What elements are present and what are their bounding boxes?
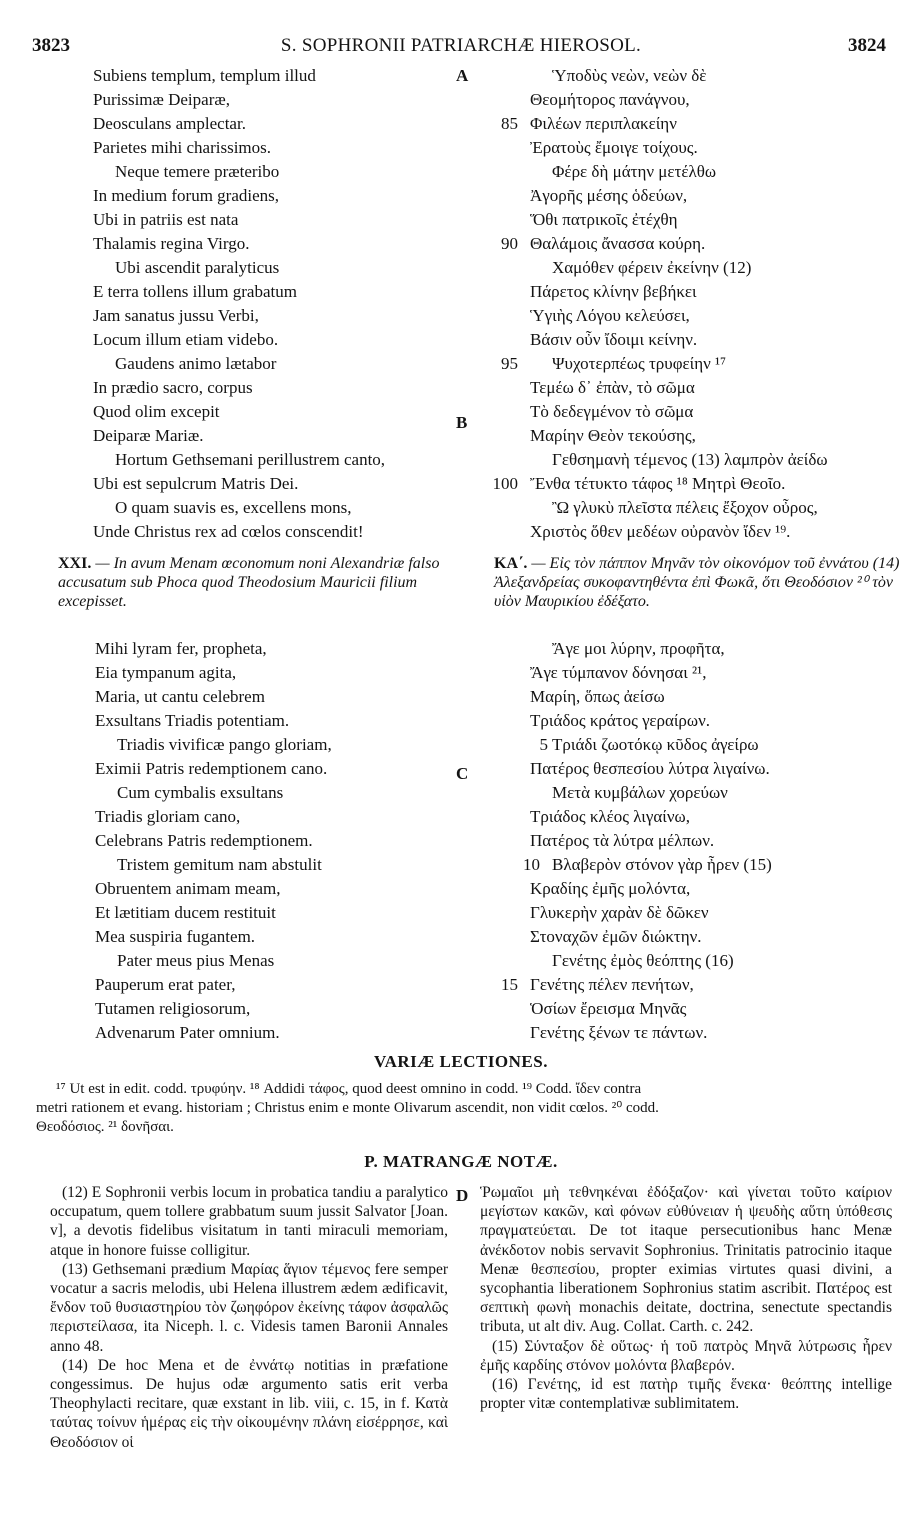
variant-line: ¹⁷ Ut est in edit. codd. τρυφύην. ¹⁸ Addidi τάφος, quod deest omnino in codd. ¹⁹ Codd. ἴδεν contra (56, 1081, 642, 1097)
verse-line: Χαμόθεν φέρειν ἐκείνην (12) (552, 258, 752, 277)
verse-line: Purissimæ Deiparæ, (93, 90, 230, 109)
latin-heading-text: — In avum Menam œconomum noni Alexandriæ falso accusatum sub Phoca quod Theodosium Mauricii filium excepisset. (58, 555, 440, 610)
verse-line: Γλυκερὴν χαρὰν δὲ δῶκεν (530, 903, 709, 922)
note-paragraph: (12) E Sophronii verbis locum in probatica tandiu a paralytico occupatum, quem tollere grabbatum suum jussit Salvator [Joan. v], a devotis fidelibus visitatum in tanti miraculi memoriam, atque in honore fuisse colligitur. (50, 1184, 448, 1259)
verse-line: Maria, ut cantu celebrem (95, 687, 265, 706)
variant-line: metri rationem et evang. historiam ; Christus enim e monte Olivarum ascendit, non vidit cœlos. ²⁰ codd. (36, 1100, 659, 1116)
verse-line: Ἐρατοὺς ἔμοιγε τοίχους. (530, 138, 698, 157)
verse-line: O quam suavis es, excellens mons, (115, 498, 352, 517)
verse-line: 85 Φιλέων περιπλακείην (530, 112, 828, 136)
verse-line: Pater meus pius Menas (117, 951, 275, 970)
verse-line: In prædio sacro, corpus (93, 378, 253, 397)
notes-left-column (50, 1183, 448, 1452)
latin-verse-block-1 (93, 64, 385, 544)
notes-right-column (480, 1183, 892, 1413)
verse-line: E terra tollens illum grabatum (93, 282, 297, 301)
margin-marker-c: C (456, 764, 469, 783)
verse-line: Γεθσημανὴ τέμενος (13) λαμπρὸν ἀείδω (552, 450, 828, 469)
line-number: 100 (492, 474, 518, 493)
verse-line: Χριστὸς ὅθεν μεδέων οὐρανὸν ἴδεν ¹⁹. (530, 522, 791, 541)
verse-line: Ὅθι πατρικοῖς ἐτέχθη (530, 210, 678, 229)
verse-line: Ὢ γλυκὺ πλεῖστα πέλεις ἔξοχον οὖρος, (552, 498, 818, 517)
verse-line: Ἄγε μοι λύρην, προφῆτα, (552, 639, 725, 658)
line-number: 85 (501, 114, 518, 133)
margin-marker-a: A (456, 66, 469, 85)
verse-line: Μαρίη, ὅπως ἀείσω (530, 687, 665, 706)
greek-verse-block-1 (492, 64, 828, 544)
latin-heading-xxi (58, 554, 448, 611)
verse-line: In medium forum gradiens, (93, 186, 280, 205)
verse-line: Mea suspiria fugantem. (95, 927, 256, 946)
line-number: 15 (501, 975, 518, 994)
verse-line: Tutamen religiosorum, (95, 999, 251, 1018)
verse-line: Πατέρος τὰ λύτρα μέλπων. (530, 831, 715, 850)
verse-line: 5 Τριάδι ζωοτόκῳ κῦδος ἀγείρω (530, 733, 772, 757)
latin-verse-block-2 (95, 637, 332, 1045)
verse-line: Celebrans Patris redemptionem. (95, 831, 313, 850)
verse-line: Eia tympanum agita, (95, 663, 237, 682)
verse-line: Parietes mihi charissimos. (93, 138, 272, 157)
verse-line: Jam sanatus jussu Verbi, (93, 306, 259, 325)
note-paragraph: (14) De hoc Mena et de ἐννάτῳ notitias in præfatione congessimus. De hujus odæ argumento satis erit verba Theophylacti recitare, quæ exstant in lib. viii, c. 15, in f. Κατὰ ταύτας τοίνυν ἡμέρας εἰς τὴν οἰκουμένην πλάνη εἰσέρρησε, καὶ Θεοδόσιον οἱ (50, 1356, 448, 1451)
greek-heading-ka (494, 554, 904, 611)
verse-line: Pauperum erat pater, (95, 975, 236, 994)
verse-line: Κραδίης ἐμῆς μολόντα, (530, 879, 691, 898)
verse-line: Gaudens animo lætabor (115, 354, 277, 373)
verse-line: Φέρε δὴ μάτην μετέλθω (552, 162, 717, 181)
verse-line: Triadis gloriam cano, (95, 807, 241, 826)
verse-line: Obruentem animam meam, (95, 879, 281, 898)
verse-line: 90 Θαλάμοις ἄνασσα κούρη. (530, 232, 828, 256)
verse-line: Tristem gemitum nam abstulit (117, 855, 322, 874)
note-paragraph: (13) Gethsemani prædium Μαρίας ἅγιον τέμενος fere semper vocatur a sacris melodis, ubi Helena illustrem ædem ædificavit, ἔνδον τοῦ θυσιαστηρίου τὸν ζωηφόρον ἐκείνης τάφον ἀσφαλῶς περιστείλασα, ita Niceph. l. c. Videsis tamen Baronii Annales anno 48. (50, 1260, 448, 1355)
verse-line: Πατέρος θεσπεσίου λύτρα λιγαίνω. (530, 759, 770, 778)
verse-line: Ὑποδὺς νεὼν, νεὼν δὲ (552, 66, 707, 85)
verse-line: Deiparæ Mariæ. (93, 426, 204, 445)
line-number: 90 (501, 234, 518, 253)
running-title: S. SOPHRONII PATRIARCHÆ HIEROSOL. (280, 35, 642, 56)
right-page-number: 3824 (848, 35, 886, 56)
note-paragraph: (15) Σύνταξον δὲ οὕτως· ἡ τοῦ πατρὸς Μηνᾶ λύτρωσις ἦρεν ἐμῆς καρδίης στόνον μολόντα βλαβερόν. (480, 1337, 892, 1374)
line-number: 10 (523, 855, 540, 874)
verse-line: Ἄγε τύμπανον δόνησαι ²¹, (530, 663, 707, 682)
left-page-number: 3823 (32, 35, 70, 56)
line-number: 5 (539, 735, 548, 754)
verse-line: Cum cymbalis exsultans (117, 783, 284, 802)
verse-line: 10 Βλαβερὸν στόνον γὰρ ἦρεν (15) (530, 853, 772, 877)
verse-line: Ubi ascendit paralyticus (115, 258, 280, 277)
verse-line: Advenarum Pater omnium. (95, 1023, 280, 1042)
verse-line: Μετὰ κυμβάλων χορεύων (552, 783, 728, 802)
verse-line: Exsultans Triadis potentiam. (95, 711, 290, 730)
verse-line: Mihi lyram fer, propheta, (95, 639, 267, 658)
verse-line: Quod olim excepit (93, 402, 220, 421)
verse-line: 100 Ἔνθα τέτυκτο τάφος ¹⁸ Μητρὶ Θεοῖο. (530, 472, 828, 496)
verse-line: 15 Γενέτης πέλεν πενήτων, (530, 973, 772, 997)
variant-line: Θεοδόσιος. ²¹ δονῆσαι. (36, 1119, 174, 1135)
verse-line: Unde Christus rex ad cœlos conscendit! (93, 522, 364, 541)
verse-line: 95 Ψυχοτερπέως τρυφείην ¹⁷ (530, 352, 828, 376)
verse-line: Ἀγορῆς μέσης ὁδεύων, (530, 186, 688, 205)
verse-line: Hortum Gethsemani perillustrem canto, (115, 450, 386, 469)
verse-line: Μαρίην Θεὸν τεκούσης, (530, 426, 696, 445)
verse-line: Deosculans amplectar. (93, 114, 246, 133)
verse-line: Triadis vivificæ pango gloriam, (117, 735, 332, 754)
verse-line: Neque temere præteribo (115, 162, 280, 181)
verse-line: Ὑγιὴς Λόγου κελεύσει, (530, 306, 690, 325)
notae-heading: P. MATRANGÆ NOTÆ. (364, 1152, 558, 1171)
verse-line: Τριάδος κράτος γεραίρων. (530, 711, 711, 730)
verse-line: Locum illum etiam videbo. (93, 330, 279, 349)
verse-line: Τὸ δεδεγμένον τὸ σῶμα (530, 402, 694, 421)
line-number: 95 (501, 354, 518, 373)
verse-line: Eximii Patris redemptionem cano. (95, 759, 328, 778)
variae-lectiones-heading: VARIÆ LECTIONES. (374, 1052, 548, 1071)
verse-line: Στοναχῶν ἐμῶν διώκτην. (530, 927, 702, 946)
verse-line: Γενέτης ἐμὸς θεόπτης (16) (552, 951, 734, 970)
note-paragraph: Ῥωμαῖοι μὴ τεθνηκέναι ἐδόξαζον· καὶ γίνεται τοῦτο καίριον μεγίστων κακῶν, καὶ φόνων εὐθύνειαν ἡ ψευδὴς αὕτη ὑπόθεσις πραγματεύεται. De tot itaque persecutionibus hanc Menæ ἀνέκδοτον nobis servavit Sophronius. Trinitatis patrocinio itaque Menæ θεσπεσίου, propter eximias virtutes quasi divini, a sycophantia liberationem Sophronius statim ascribit. Πατέρος est σεπτικὴ φωνὴ monachis deitate, doctrina, senectute spectandis tributa, ut alt div. Aug. Collat. Carth. c. 242. (480, 1184, 892, 1336)
variae-lectiones-text (36, 1080, 902, 1137)
latin-heading-number: XXI. (58, 555, 92, 572)
verse-line: Θεομήτορος πανάγνου, (530, 90, 690, 109)
margin-marker-d: D (456, 1186, 469, 1205)
verse-line: Thalamis regina Virgo. (93, 234, 250, 253)
verse-line: Et lætitiam ducem restituit (95, 903, 276, 922)
verse-line: Subiens templum, templum illud (93, 66, 316, 85)
greek-verse-block-2 (501, 637, 772, 1045)
verse-line: Ὁσίων ἔρεισμα Μηνᾶς (530, 999, 687, 1018)
verse-line: Ubi est sepulcrum Matris Dei. (93, 474, 299, 493)
verse-line: Πάρετος κλίνην βεβήκει (530, 282, 697, 301)
greek-heading-text: — Εἰς τὸν πάππον Μηνᾶν τὸν οἰκονόμον τοῦ ἐννάτου (14) Ἀλεξανδρείας συκοφαντηθέντα ἐπὶ Φωκᾶ, ὅτι Θεοδόσιον ²⁰ τὸν υἱὸν Μαυρικίου ἐδέξατο. (494, 555, 900, 610)
verse-line: Ubi in patriis est nata (93, 210, 239, 229)
note-paragraph: (16) Γενέτης, id est πατὴρ τιμῆς ἕνεκα· θεόπτης intellige propter vitæ contemplativæ sublimitatem. (480, 1376, 892, 1413)
margin-marker-b: B (456, 413, 468, 432)
verse-line: Τεμέω δ᾽ ἐπὰν, τὸ σῶμα (530, 378, 695, 397)
verse-line: Βάσιν οὖν ἴδοιμι κείνην. (530, 330, 698, 349)
greek-heading-number: ΚΑ΄. (494, 555, 528, 572)
verse-line: Γενέτης ξένων τε πάντων. (530, 1023, 708, 1042)
verse-line: Τριάδος κλέος λιγαίνω, (530, 807, 690, 826)
